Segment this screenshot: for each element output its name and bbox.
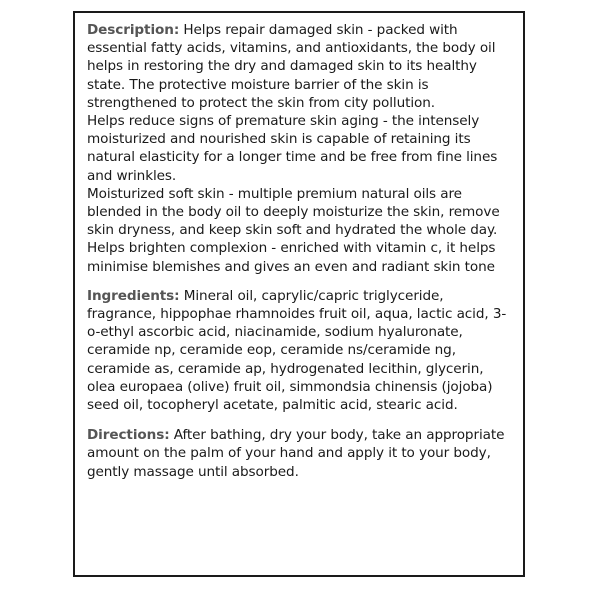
ingredients-text: Mineral oil, caprylic/capric triglyceride, fragrance, hippophae rhamnoides fruit oil, aqua, lactic acid, 3-o-ethyl ascorbic acid, niacinamide, sodium hyaluronate, ceramide np, ceramide eop, ceramide ns/ceramide ng, ceramide as, ceramide ap, hydrogenated lecithin, glycerin, olea europaea (olive) fruit oil, simmondsia chinensis (jojoba) seed oil, tocopheryl acetate, palmitic acid, stearic acid. [87,287,507,414]
description-paragraph-1 [87,21,513,112]
directions-heading: Directions: [87,427,170,444]
directions-paragraph [87,426,513,481]
description-heading: Description: [87,22,180,38]
ingredients-section [87,287,513,414]
description-paragraph-4: Helps brighten complexion - enriched with vitamin c, it helps minimise blemishes and gives an even and radiant skin tone [87,240,496,275]
description-paragraph-3: Moisturized soft skin - multiple premium natural oils are blended in the body oil to deeply moisturize the skin, remove skin dryness, and keep skin soft and hydrated the whole day. [87,185,500,239]
ingredients-paragraph [87,287,513,414]
directions-section [87,426,513,481]
description-paragraph-2: Helps reduce signs of premature skin aging - the intensely moisturized and nourished skin is capable of retaining its natural elasticity for a longer time and be free from fine lines and wrinkles. [87,113,498,184]
product-label-box [73,11,525,577]
ingredients-heading: Ingredients: [87,287,180,304]
description-text-1: Helps repair damaged skin - packed with essential fatty acids, vitamins, and antioxidants, the body oil helps in restoring the dry and damaged skin to its healthy state. The protective moisture barrier of the skin is strengthened to protect the skin from city pollution. [87,22,496,111]
directions-text: After bathing, dry your body, take an appropriate amount on the palm of your hand and apply it to your body, gently massage until absorbed. [87,427,505,480]
description-section [87,21,513,276]
